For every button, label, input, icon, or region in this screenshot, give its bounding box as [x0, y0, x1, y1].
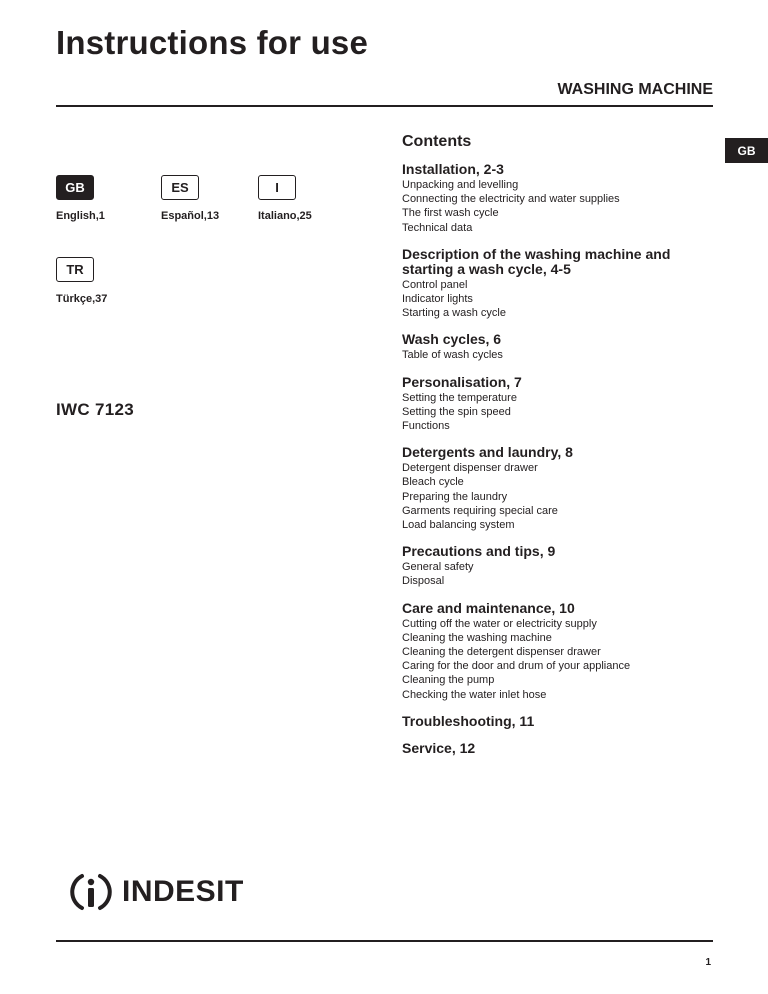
section-title: Wash cycles, 6 — [402, 331, 502, 348]
section-title: Care and maintenance, 10 — [402, 599, 575, 616]
section-item: Cleaning the washing machine — [402, 631, 552, 644]
table-of-contents — [402, 133, 722, 768]
section-item: Table of wash cycles — [402, 349, 503, 362]
section-item: Technical data — [402, 221, 473, 234]
language-caption-tr: Türkçe,37 — [56, 293, 108, 305]
section-item: Control panel — [402, 278, 468, 291]
section-item: Bleach cycle — [402, 476, 464, 489]
section-item: Unpacking and levelling — [402, 179, 519, 191]
indesit-logo-icon — [68, 872, 114, 912]
contents-section — [402, 601, 722, 702]
language-badge-tr: TR — [56, 257, 94, 282]
section-item: Garments requiring special care — [402, 504, 558, 517]
page-number: 1 — [705, 957, 711, 968]
section-title: Troubleshooting, 11 — [402, 712, 535, 729]
section-item: Cleaning the pump — [402, 674, 495, 687]
contents-title: Contents — [402, 133, 472, 150]
contents-section — [402, 544, 722, 588]
section-title: Detergents and laundry, 8 — [402, 444, 573, 461]
brand-name: INDESIT — [122, 875, 244, 908]
section-item: Checking the water inlet hose — [402, 688, 547, 701]
section-title: Description of the washing machine and starting a wash cycle, 4-5 — [402, 245, 671, 277]
section-item: Preparing the laundry — [402, 490, 508, 503]
model-number: IWC 7123 — [56, 400, 134, 419]
language-badge-i: I — [258, 175, 296, 200]
section-item: Detergent dispenser drawer — [402, 462, 538, 475]
contents-section — [402, 445, 722, 532]
section-title: Precautions and tips, 9 — [402, 543, 556, 560]
language-caption-gb: English,1 — [56, 210, 105, 222]
section-title: Service, 12 — [402, 739, 476, 756]
section-item: General safety — [402, 561, 474, 574]
section-item: Connecting the electricity and water supplies — [402, 193, 620, 206]
section-item: Setting the temperature — [402, 391, 517, 404]
language-badge-gb: GB — [56, 175, 94, 200]
header-divider — [56, 105, 713, 107]
section-item: Caring for the door and drum of your appliance — [402, 660, 631, 673]
brand-logo — [68, 872, 244, 912]
section-item: Indicator lights — [402, 293, 473, 306]
contents-section — [402, 714, 722, 729]
contents-section — [402, 247, 722, 321]
section-title: Personalisation, 7 — [402, 373, 522, 390]
language-caption-i: Italiano,25 — [258, 210, 312, 222]
footer-divider — [56, 940, 713, 942]
language-tab: GB — [725, 138, 768, 163]
contents-section — [402, 162, 722, 235]
section-item: Setting the spin speed — [402, 405, 511, 418]
language-badge-es: ES — [161, 175, 199, 200]
page-title: Instructions for use — [56, 24, 369, 61]
section-item: Load balancing system — [402, 519, 515, 532]
contents-section — [402, 375, 722, 434]
section-item: Cutting off the water or electricity supply — [402, 617, 597, 630]
section-item: Disposal — [402, 575, 445, 588]
section-item: Cleaning the detergent dispenser drawer — [402, 646, 601, 659]
section-item: Functions — [402, 420, 450, 433]
section-item: The first wash cycle — [402, 207, 499, 220]
contents-section — [402, 741, 722, 756]
document-subtitle: WASHING MACHINE — [557, 81, 713, 98]
contents-section — [402, 332, 722, 362]
section-item: Starting a wash cycle — [402, 307, 506, 320]
language-caption-es: Español,13 — [161, 210, 220, 222]
section-title: Installation, 2-3 — [402, 161, 504, 177]
